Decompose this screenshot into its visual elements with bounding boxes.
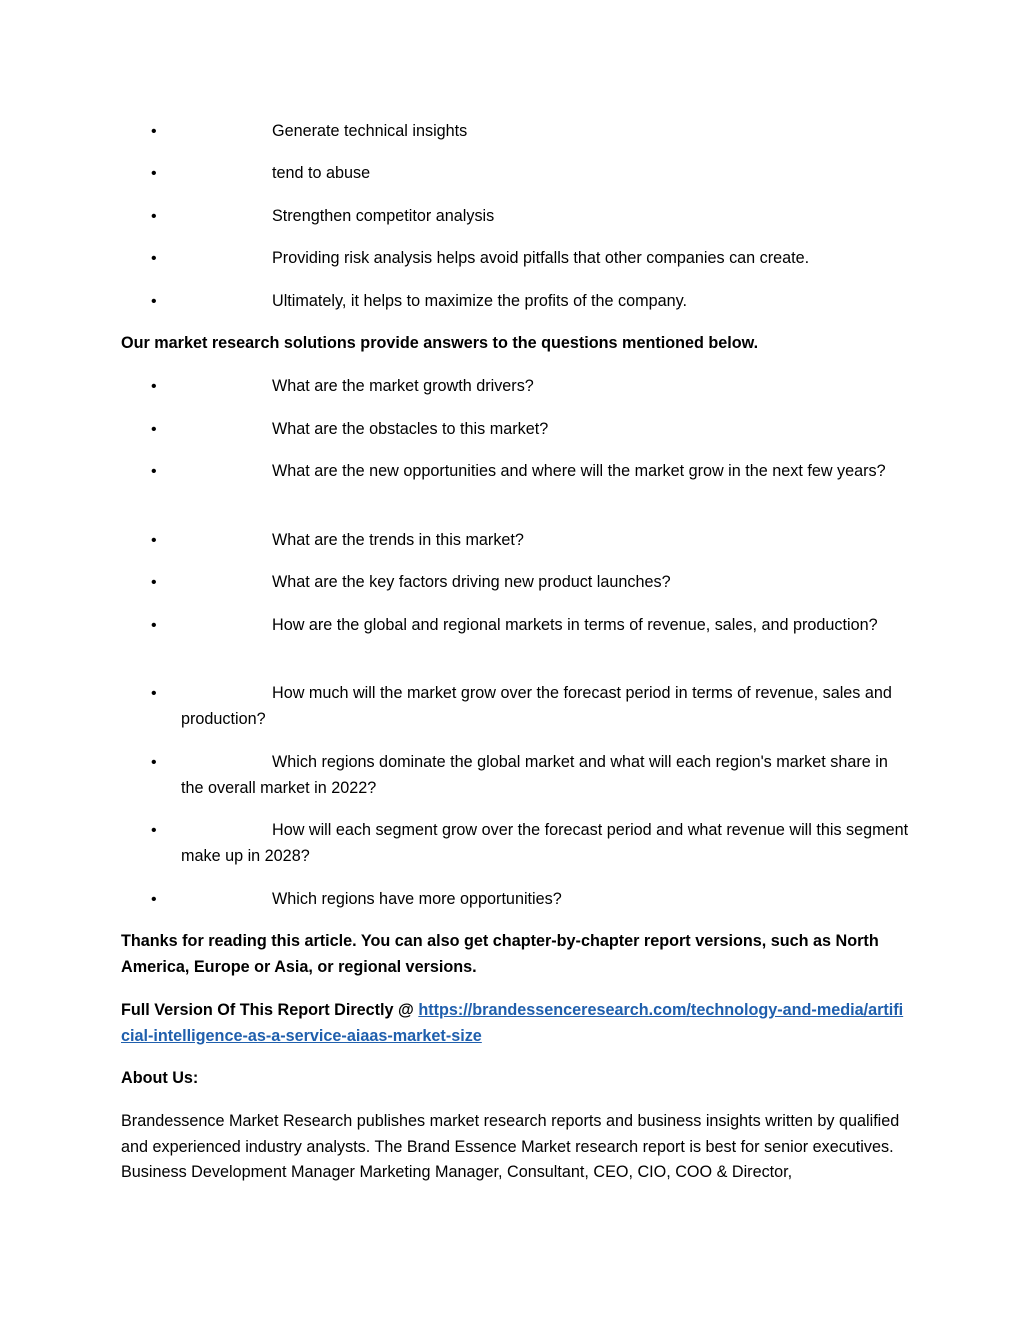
about-paragraph: Brandessence Market Research publishes market research reports and business insights written by qualified and experienced industry analysts. The Brand Essence Market research report is best for senior executives. Business Development Manager Marketing Manager, Consultant, CEO, CIO, COO & Director, (121, 1112, 900, 1181)
bullet-icon: • (151, 123, 157, 140)
list-item-text: How are the global and regional markets in terms of revenue, sales, and production? (272, 616, 878, 634)
bullet-icon: • (151, 421, 157, 438)
bullet-icon: • (151, 574, 157, 591)
list-item-text: Providing risk analysis helps avoid pitfalls that other companies can create. (272, 249, 810, 267)
bullet-icon: • (151, 293, 157, 310)
list-item (121, 161, 911, 187)
bullet-icon: • (151, 250, 157, 267)
thanks-paragraph: Thanks for reading this article. You can also get chapter-by-chapter report versions, such as North America, Europe or Asia, or regional versions. (121, 932, 879, 976)
list-item (121, 459, 911, 485)
list-item (121, 417, 911, 443)
list-item-text: Generate technical insights (272, 122, 468, 140)
bullet-icon: • (151, 891, 157, 908)
list-item (121, 246, 911, 272)
list-item-text: tend to abuse (272, 164, 371, 182)
list-item-text: How will each segment grow over the forecast period and what revenue will this segment make up in 2028? (181, 821, 909, 865)
list-item-text: Which regions have more opportunities? (272, 890, 562, 908)
bullet-icon: • (151, 617, 157, 634)
list-item-text: What are the trends in this market? (272, 531, 524, 549)
bullet-icon: • (151, 463, 157, 480)
bullet-icon: • (151, 378, 157, 395)
bullet-icon: • (151, 208, 157, 225)
about-heading: About Us: (121, 1069, 199, 1087)
full-version-paragraph (121, 998, 911, 1049)
questions-heading: Our market research solutions provide answers to the questions mentioned below. (121, 334, 759, 352)
bullet-icon: • (151, 165, 157, 182)
list-item-text: What are the obstacles to this market? (272, 420, 549, 438)
bullet-icon: • (151, 754, 157, 771)
list-item (121, 887, 911, 913)
bullet-icon: • (151, 685, 157, 702)
list-item-text: Ultimately, it helps to maximize the profits of the company. (272, 292, 688, 310)
list-item-text: What are the new opportunities and where will the market grow in the next few years? (272, 462, 886, 480)
bullet-icon: • (151, 822, 157, 839)
list-item (121, 818, 911, 869)
list-item (121, 289, 911, 315)
list-item (121, 204, 911, 230)
list-item (121, 750, 911, 801)
list-item (121, 570, 911, 596)
bullet-icon: • (151, 532, 157, 549)
full-version-label: Full Version Of This Report Directly @ (121, 1001, 419, 1019)
list-item (121, 374, 911, 400)
list-item-text: What are the market growth drivers? (272, 377, 534, 395)
list-item (121, 119, 911, 145)
list-item-text: Which regions dominate the global market and what will each region's market share in the overall market in 2022? (181, 753, 888, 797)
report-link[interactable]: https://brandessenceresearch.com/technology-and-media/artificial-intelligence-as-a-service-aiaas-market-size (121, 1001, 904, 1045)
list-item-text: Strengthen competitor analysis (272, 207, 495, 225)
list-item (121, 528, 911, 554)
list-item-text: What are the key factors driving new product launches? (272, 573, 671, 591)
list-item-text: How much will the market grow over the forecast period in terms of revenue, sales and production? (181, 684, 892, 728)
list-item (121, 681, 911, 732)
list-item (121, 613, 911, 639)
